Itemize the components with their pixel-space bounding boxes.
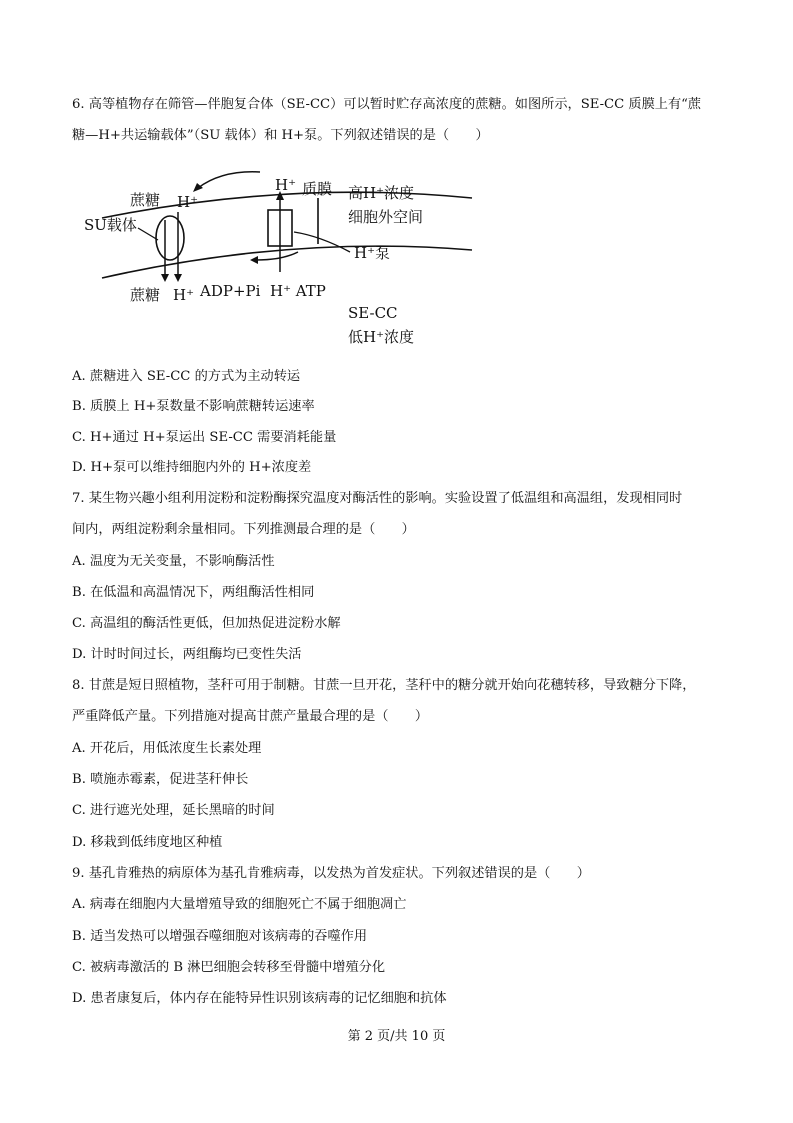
label-outside-space: 细胞外空间 (348, 208, 424, 226)
q7-option-a: A. 温度为无关变量，不影响酶活性 (72, 554, 275, 569)
q8-option-b: B. 喷施赤霉素，促进茎秆伸长 (72, 772, 249, 787)
h-return-arrowhead (193, 183, 203, 192)
atp-hydrolysis-arrowhead (250, 256, 258, 264)
su-carrier-shape (156, 216, 184, 260)
label-low-h: 低H⁺浓度 (348, 328, 414, 346)
label-sucrose-bottom: 蔗糖 (130, 286, 161, 304)
q7-option-c: C. 高温组的酶活性更低，但加热促进淀粉水解 (72, 616, 341, 631)
atp-hydrolysis-arrow (256, 252, 298, 260)
q6-option-b: B. 质膜上 H+泵数量不影响蔗糖转运速率 (72, 399, 315, 414)
q9-option-b: B. 适当发热可以增强吞噬细胞对该病毒的吞噬作用 (72, 929, 368, 944)
q7-option-d: D. 计时时间过长，两组酶均已变性失活 (72, 647, 302, 662)
label-high-h: 高H⁺浓度 (348, 184, 414, 202)
label-sucrose-top: 蔗糖 (130, 191, 161, 209)
q9-option-c: C. 被病毒激活的 B 淋巴细胞会转移至骨髓中增殖分化 (72, 960, 386, 975)
q8-stem-line1: 8. 甘蔗是短日照植物，茎秆可用于制糖。甘蔗一旦开花，茎秆中的糖分就开始向花穗转移，导致糖分下降， (72, 678, 696, 693)
q8-option-a: A. 开花后，用低浓度生长素处理 (72, 741, 262, 756)
q9-option-d: D. 患者康复后，体内存在能特异性识别该病毒的记忆细胞和抗体 (72, 991, 447, 1006)
q8-stem-line2: 严重降低产量。下列措施对提高甘蔗产量最合理的是（ ） (72, 709, 429, 724)
label-h-atp: H⁺ ATP (270, 282, 326, 300)
label-h-bottom-left: H⁺ (173, 286, 194, 304)
q6-stem-line2: 糖—H+共运输载体”（SU 载体）和 H+泵。下列叙述错误的是（ ） (72, 128, 489, 143)
q6-option-d: D. H+泵可以维持细胞内外的 H+浓度差 (72, 460, 312, 475)
q6-option-a: A. 蔗糖进入 SE-CC 的方式为主动转运 (72, 369, 301, 384)
su-pointer-line (138, 228, 158, 240)
q9-stem-line1: 9. 基孔肯雅热的病原体为基孔肯雅病毒，以发热为首发症状。下列叙述错误的是（ ） (72, 866, 590, 881)
label-h-pump: H⁺泵 (354, 244, 390, 262)
sucrose-arrowhead (161, 274, 169, 282)
label-su-carrier: SU载体 (84, 216, 137, 234)
h-in-arrowhead (174, 274, 182, 282)
label-h-top-left: H⁺ (177, 193, 198, 211)
h-return-arrow (198, 172, 260, 188)
q9-option-a: A. 病毒在细胞内大量增殖导致的细胞死亡不属于细胞凋亡 (72, 897, 407, 912)
q7-option-b: B. 在低温和高温情况下，两组酶活性相同 (72, 585, 315, 600)
membrane-inner-line (102, 246, 472, 278)
membrane-transport-diagram (72, 160, 472, 360)
q6-option-c: C. H+通过 H+泵运出 SE-CC 需要消耗能量 (72, 430, 337, 445)
q7-stem-line2: 间内，两组淀粉剩余量相同。下列推测最合理的是（ ） (72, 522, 415, 537)
label-se-cc: SE-CC (348, 304, 398, 322)
label-adp-pi: ADP+Pi (200, 282, 261, 300)
q8-option-c: C. 进行遮光处理，延长黑暗的时间 (72, 803, 275, 818)
membrane-diagram-svg (72, 160, 472, 360)
label-membrane: 质膜 (302, 180, 333, 198)
page-number-footer: 第 2 页/共 10 页 (347, 1029, 446, 1044)
label-h-top-right: H⁺ (275, 176, 296, 194)
q6-stem-line1: 6. 高等植物存在筛管—伴胞复合体（SE-CC）可以暂时贮存高浓度的蔗糖。如图所示，SE-CC 质膜上有“蔗 (72, 97, 702, 112)
q7-stem-line1: 7. 某生物兴趣小组利用淀粉和淀粉酶探究温度对酶活性的影响。实验设置了低温组和高温组，发现相同时 (72, 491, 683, 506)
q8-option-d: D. 移栽到低纬度地区种植 (72, 835, 223, 850)
